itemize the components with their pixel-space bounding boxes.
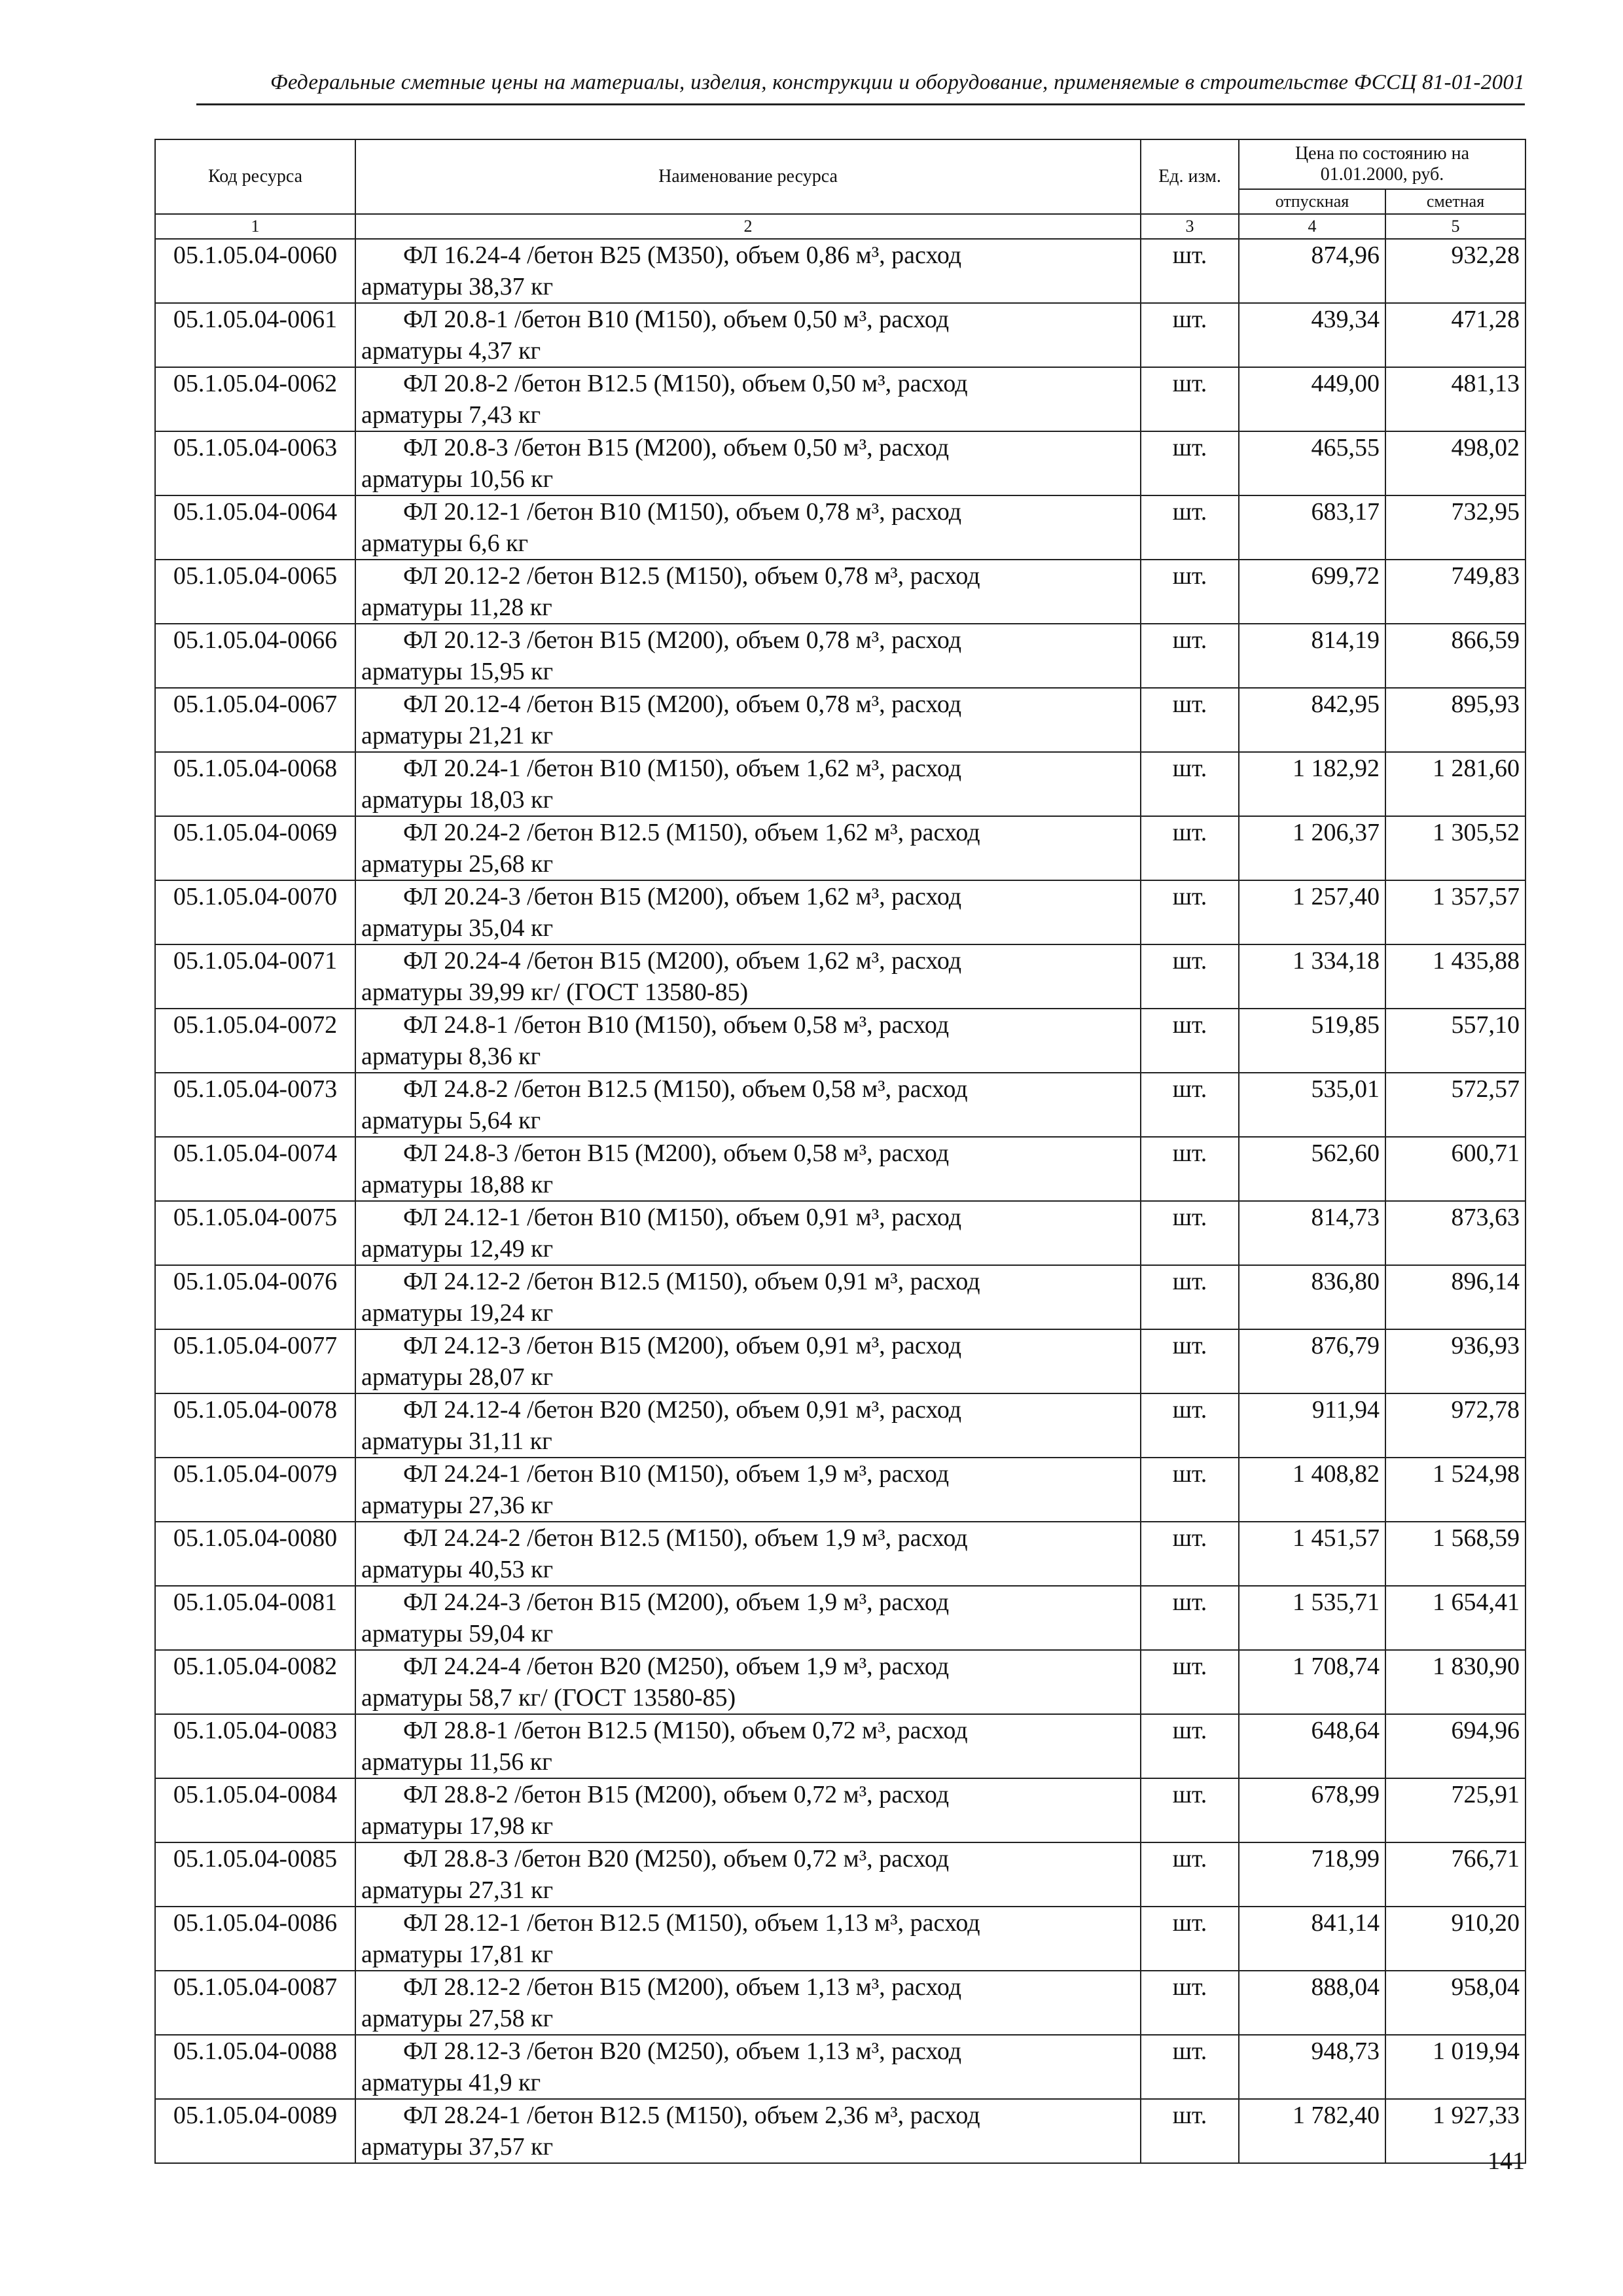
resource-name-line2: арматуры 39,99 кг/ (ГОСТ 13580-85) xyxy=(361,978,749,1006)
estimate-price: 498,02 xyxy=(1385,431,1525,495)
release-price: 519,85 xyxy=(1239,1009,1385,1073)
resource-code: 05.1.05.04-0088 xyxy=(155,2035,355,2099)
resource-name-line2: арматуры 31,11 кг xyxy=(361,1427,552,1455)
column-header-price-group: Цена по состоянию на 01.01.2000, руб. xyxy=(1239,139,1525,189)
table-row xyxy=(155,1073,1525,1137)
resource-unit: шт. xyxy=(1141,1522,1239,1586)
resource-name-line1: ФЛ 28.12-1 /бетон В12.5 (М150), объем 1,13 м³, расход xyxy=(403,1909,980,1937)
resource-unit: шт. xyxy=(1141,560,1239,624)
document-header-title: Федеральные сметные цены на материалы, изделия, конструкции и оборудование, применяемые в строительстве ФССЦ 81-01-2001 xyxy=(270,71,1525,94)
resource-code: 05.1.05.04-0066 xyxy=(155,624,355,688)
estimate-price: 1 019,94 xyxy=(1385,2035,1525,2099)
release-price: 562,60 xyxy=(1239,1137,1385,1201)
release-price: 449,00 xyxy=(1239,367,1385,431)
resource-name-line1: ФЛ 20.8-3 /бетон В15 (М200), объем 0,50 м³, расход xyxy=(403,434,950,461)
resource-code: 05.1.05.04-0064 xyxy=(155,495,355,560)
estimate-price: 972,78 xyxy=(1385,1393,1525,1458)
resource-code: 05.1.05.04-0072 xyxy=(155,1009,355,1073)
resource-name-line2: арматуры 18,03 кг xyxy=(361,786,554,814)
column-header-code: Код ресурса xyxy=(155,139,355,214)
estimate-price: 910,20 xyxy=(1385,1907,1525,1971)
resource-name-line1: ФЛ 24.8-2 /бетон В12.5 (М150), объем 0,58 м³, расход xyxy=(403,1075,968,1103)
resource-name xyxy=(355,1714,1141,1778)
table-row xyxy=(155,624,1525,688)
resource-name-line2: арматуры 5,64 кг xyxy=(361,1107,541,1134)
estimate-price: 694,96 xyxy=(1385,1714,1525,1778)
resource-unit: шт. xyxy=(1141,1458,1239,1522)
release-price: 876,79 xyxy=(1239,1329,1385,1393)
resource-code: 05.1.05.04-0061 xyxy=(155,303,355,367)
resource-name-line2: арматуры 6,6 кг xyxy=(361,529,529,557)
estimate-price: 1 357,57 xyxy=(1385,880,1525,944)
table-row xyxy=(155,1778,1525,1842)
resource-unit: шт. xyxy=(1141,624,1239,688)
resource-name-line2: арматуры 27,36 кг xyxy=(361,1492,554,1519)
resource-name xyxy=(355,1971,1141,2035)
resource-name xyxy=(355,1393,1141,1458)
estimate-price: 1 568,59 xyxy=(1385,1522,1525,1586)
resource-unit: шт. xyxy=(1141,1073,1239,1137)
resource-price-table xyxy=(154,139,1526,2164)
resource-name xyxy=(355,1842,1141,1907)
resource-name-line2: арматуры 8,36 кг xyxy=(361,1043,541,1070)
resource-unit: шт. xyxy=(1141,239,1239,303)
resource-name xyxy=(355,2099,1141,2163)
table-row xyxy=(155,431,1525,495)
resource-code: 05.1.05.04-0087 xyxy=(155,1971,355,2035)
release-price: 842,95 xyxy=(1239,688,1385,752)
estimate-price: 936,93 xyxy=(1385,1329,1525,1393)
resource-name-line1: ФЛ 24.12-4 /бетон В20 (М250), объем 0,91 м³, расход xyxy=(403,1396,962,1424)
resource-name-line1: ФЛ 24.12-1 /бетон В10 (М150), объем 0,91 м³, расход xyxy=(403,1204,962,1231)
resource-name xyxy=(355,1650,1141,1714)
resource-code: 05.1.05.04-0086 xyxy=(155,1907,355,1971)
estimate-price: 766,71 xyxy=(1385,1842,1525,1907)
release-price: 683,17 xyxy=(1239,495,1385,560)
table-row xyxy=(155,1907,1525,1971)
table-row xyxy=(155,944,1525,1009)
release-price: 718,99 xyxy=(1239,1842,1385,1907)
resource-name-line1: ФЛ 28.8-1 /бетон В12.5 (М150), объем 0,72 м³, расход xyxy=(403,1717,968,1744)
column-number: 3 xyxy=(1141,214,1239,239)
column-header-unit: Ед. изм. xyxy=(1141,139,1239,214)
resource-name xyxy=(355,1009,1141,1073)
resource-unit: шт. xyxy=(1141,880,1239,944)
resource-name-line2: арматуры 17,81 кг xyxy=(361,1941,554,1968)
resource-code: 05.1.05.04-0071 xyxy=(155,944,355,1009)
table-row xyxy=(155,1265,1525,1329)
resource-code: 05.1.05.04-0069 xyxy=(155,816,355,880)
table-row xyxy=(155,816,1525,880)
release-price: 1 782,40 xyxy=(1239,2099,1385,2163)
estimate-price: 895,93 xyxy=(1385,688,1525,752)
resource-name xyxy=(355,624,1141,688)
resource-unit: шт. xyxy=(1141,816,1239,880)
resource-unit: шт. xyxy=(1141,495,1239,560)
estimate-price: 481,13 xyxy=(1385,367,1525,431)
resource-unit: шт. xyxy=(1141,1586,1239,1650)
release-price: 1 451,57 xyxy=(1239,1522,1385,1586)
resource-name-line2: арматуры 28,07 кг xyxy=(361,1363,554,1391)
table-row xyxy=(155,1137,1525,1201)
release-price: 678,99 xyxy=(1239,1778,1385,1842)
table-row xyxy=(155,2099,1525,2163)
table-row xyxy=(155,303,1525,367)
header-rule xyxy=(196,103,1525,105)
column-header-release-price: отпускная xyxy=(1239,189,1385,214)
resource-unit: шт. xyxy=(1141,1393,1239,1458)
resource-code: 05.1.05.04-0083 xyxy=(155,1714,355,1778)
resource-name-line1: ФЛ 20.24-4 /бетон В15 (М200), объем 1,62 м³, расход xyxy=(403,947,962,975)
resource-name-line2: арматуры 27,31 кг xyxy=(361,1876,554,1904)
resource-name-line2: арматуры 38,37 кг xyxy=(361,273,554,300)
table-row xyxy=(155,1714,1525,1778)
table-row xyxy=(155,1842,1525,1907)
resource-unit: шт. xyxy=(1141,1329,1239,1393)
table-row xyxy=(155,1009,1525,1073)
resource-name xyxy=(355,1137,1141,1201)
resource-name-line1: ФЛ 24.8-3 /бетон В15 (М200), объем 0,58 м³, расход xyxy=(403,1139,950,1167)
resource-name-line1: ФЛ 24.12-3 /бетон В15 (М200), объем 0,91 м³, расход xyxy=(403,1332,962,1359)
resource-unit: шт. xyxy=(1141,752,1239,816)
estimate-price: 1 435,88 xyxy=(1385,944,1525,1009)
resource-code: 05.1.05.04-0074 xyxy=(155,1137,355,1201)
release-price: 836,80 xyxy=(1239,1265,1385,1329)
release-price: 911,94 xyxy=(1239,1393,1385,1458)
resource-name-line1: ФЛ 20.24-1 /бетон В10 (М150), объем 1,62 м³, расход xyxy=(403,755,962,782)
table-row xyxy=(155,752,1525,816)
estimate-price: 866,59 xyxy=(1385,624,1525,688)
estimate-price: 1 524,98 xyxy=(1385,1458,1525,1522)
resource-name-line1: ФЛ 28.12-3 /бетон В20 (М250), объем 1,13 м³, расход xyxy=(403,2037,962,2065)
resource-name-line1: ФЛ 28.8-2 /бетон В15 (М200), объем 0,72 м³, расход xyxy=(403,1781,950,1808)
estimate-price: 1 305,52 xyxy=(1385,816,1525,880)
resource-name-line2: арматуры 59,04 кг xyxy=(361,1620,554,1647)
resource-unit: шт. xyxy=(1141,431,1239,495)
resource-name xyxy=(355,1522,1141,1586)
table-row xyxy=(155,880,1525,944)
resource-name-line2: арматуры 11,28 кг xyxy=(361,594,552,621)
estimate-price: 1 927,33 xyxy=(1385,2099,1525,2163)
resource-name-line2: арматуры 25,68 кг xyxy=(361,850,554,878)
resource-name-line2: арматуры 41,9 кг xyxy=(361,2069,541,2096)
table-row xyxy=(155,2035,1525,2099)
column-header-estimate-price: сметная xyxy=(1385,189,1525,214)
resource-name xyxy=(355,1458,1141,1522)
resource-unit: шт. xyxy=(1141,1714,1239,1778)
resource-name-line1: ФЛ 28.24-1 /бетон В12.5 (М150), объем 2,36 м³, расход xyxy=(403,2102,980,2129)
resource-unit: шт. xyxy=(1141,688,1239,752)
column-number: 5 xyxy=(1385,214,1525,239)
resource-unit: шт. xyxy=(1141,2035,1239,2099)
resource-name xyxy=(355,1329,1141,1393)
estimate-price: 1 281,60 xyxy=(1385,752,1525,816)
resource-unit: шт. xyxy=(1141,1842,1239,1907)
resource-name xyxy=(355,1201,1141,1265)
release-price: 888,04 xyxy=(1239,1971,1385,2035)
resource-name-line1: ФЛ 20.8-2 /бетон В12.5 (М150), объем 0,50 м³, расход xyxy=(403,370,968,397)
estimate-price: 557,10 xyxy=(1385,1009,1525,1073)
table-body xyxy=(155,239,1525,2163)
resource-name-line2: арматуры 19,24 кг xyxy=(361,1299,554,1327)
resource-name-line2: арматуры 37,57 кг xyxy=(361,2133,554,2161)
resource-name-line2: арматуры 12,49 кг xyxy=(361,1235,554,1263)
column-number: 2 xyxy=(355,214,1141,239)
resource-code: 05.1.05.04-0073 xyxy=(155,1073,355,1137)
resource-name-line2: арматуры 27,58 кг xyxy=(361,2005,554,2032)
resource-name xyxy=(355,1073,1141,1137)
resource-name xyxy=(355,2035,1141,2099)
resource-name xyxy=(355,1586,1141,1650)
page-number: 141 xyxy=(1488,2147,1525,2175)
resource-name xyxy=(355,560,1141,624)
resource-name xyxy=(355,1907,1141,1971)
resource-code: 05.1.05.04-0079 xyxy=(155,1458,355,1522)
resource-name-line2: арматуры 10,56 кг xyxy=(361,465,554,493)
estimate-price: 725,91 xyxy=(1385,1778,1525,1842)
estimate-price: 873,63 xyxy=(1385,1201,1525,1265)
column-number-row xyxy=(155,214,1525,239)
resource-name-line2: арматуры 7,43 кг xyxy=(361,401,541,429)
table-row xyxy=(155,1393,1525,1458)
resource-unit: шт. xyxy=(1141,2099,1239,2163)
resource-name xyxy=(355,303,1141,367)
resource-unit: шт. xyxy=(1141,367,1239,431)
release-price: 1 206,37 xyxy=(1239,816,1385,880)
resource-name-line2: арматуры 11,56 кг xyxy=(361,1748,552,1776)
estimate-price: 600,71 xyxy=(1385,1137,1525,1201)
resource-name-line2: арматуры 17,98 кг xyxy=(361,1812,554,1840)
release-price: 465,55 xyxy=(1239,431,1385,495)
resource-name xyxy=(355,1778,1141,1842)
resource-code: 05.1.05.04-0080 xyxy=(155,1522,355,1586)
release-price: 1 535,71 xyxy=(1239,1586,1385,1650)
resource-unit: шт. xyxy=(1141,1137,1239,1201)
table-row xyxy=(155,239,1525,303)
release-price: 1 182,92 xyxy=(1239,752,1385,816)
resource-name xyxy=(355,239,1141,303)
resource-name-line1: ФЛ 24.8-1 /бетон В10 (М150), объем 0,58 м³, расход xyxy=(403,1011,950,1039)
column-header-name: Наименование ресурса xyxy=(355,139,1141,214)
estimate-price: 958,04 xyxy=(1385,1971,1525,2035)
table-row xyxy=(155,495,1525,560)
resource-name-line1: ФЛ 24.24-2 /бетон В12.5 (М150), объем 1,9 м³, расход xyxy=(403,1524,968,1552)
resource-name xyxy=(355,944,1141,1009)
resource-code: 05.1.05.04-0070 xyxy=(155,880,355,944)
release-price: 648,64 xyxy=(1239,1714,1385,1778)
release-price: 841,14 xyxy=(1239,1907,1385,1971)
resource-name-line1: ФЛ 24.12-2 /бетон В12.5 (М150), объем 0,91 м³, расход xyxy=(403,1268,980,1295)
table-row xyxy=(155,1586,1525,1650)
resource-unit: шт. xyxy=(1141,944,1239,1009)
resource-name xyxy=(355,752,1141,816)
resource-unit: шт. xyxy=(1141,1907,1239,1971)
resource-name-line1: ФЛ 20.12-1 /бетон В10 (М150), объем 0,78 м³, расход xyxy=(403,498,962,526)
resource-unit: шт. xyxy=(1141,1778,1239,1842)
estimate-price: 572,57 xyxy=(1385,1073,1525,1137)
resource-name-line2: арматуры 21,21 кг xyxy=(361,722,554,749)
resource-unit: шт. xyxy=(1141,1650,1239,1714)
resource-code: 05.1.05.04-0060 xyxy=(155,239,355,303)
resource-unit: шт. xyxy=(1141,1971,1239,2035)
resource-code: 05.1.05.04-0085 xyxy=(155,1842,355,1907)
resource-code: 05.1.05.04-0075 xyxy=(155,1201,355,1265)
resource-name xyxy=(355,816,1141,880)
resource-name-line1: ФЛ 20.12-3 /бетон В15 (М200), объем 0,78 м³, расход xyxy=(403,626,962,654)
release-price: 1 334,18 xyxy=(1239,944,1385,1009)
resource-name-line2: арматуры 4,37 кг xyxy=(361,337,541,365)
resource-name xyxy=(355,367,1141,431)
table-row xyxy=(155,560,1525,624)
resource-name xyxy=(355,688,1141,752)
release-price: 814,19 xyxy=(1239,624,1385,688)
table-row xyxy=(155,1201,1525,1265)
resource-name-line1: ФЛ 16.24-4 /бетон В25 (М350), объем 0,86 м³, расход xyxy=(403,242,962,269)
estimate-price: 749,83 xyxy=(1385,560,1525,624)
resource-code: 05.1.05.04-0078 xyxy=(155,1393,355,1458)
table-row xyxy=(155,688,1525,752)
resource-unit: шт. xyxy=(1141,1201,1239,1265)
resource-name-line1: ФЛ 20.24-3 /бетон В15 (М200), объем 1,62 м³, расход xyxy=(403,883,962,910)
resource-name-line1: ФЛ 28.8-3 /бетон В20 (М250), объем 0,72 м³, расход xyxy=(403,1845,950,1873)
resource-name-line1: ФЛ 20.24-2 /бетон В12.5 (М150), объем 1,62 м³, расход xyxy=(403,819,980,846)
resource-code: 05.1.05.04-0084 xyxy=(155,1778,355,1842)
resource-name-line1: ФЛ 24.24-3 /бетон В15 (М200), объем 1,9 м³, расход xyxy=(403,1588,950,1616)
resource-code: 05.1.05.04-0068 xyxy=(155,752,355,816)
resource-code: 05.1.05.04-0067 xyxy=(155,688,355,752)
resource-name-line2: арматуры 15,95 кг xyxy=(361,658,554,685)
resource-unit: шт. xyxy=(1141,1009,1239,1073)
table-row xyxy=(155,367,1525,431)
table-row xyxy=(155,1650,1525,1714)
resource-code: 05.1.05.04-0081 xyxy=(155,1586,355,1650)
resource-code: 05.1.05.04-0062 xyxy=(155,367,355,431)
release-price: 814,73 xyxy=(1239,1201,1385,1265)
resource-code: 05.1.05.04-0089 xyxy=(155,2099,355,2163)
resource-name-line1: ФЛ 24.24-4 /бетон В20 (М250), объем 1,9 м³, расход xyxy=(403,1653,950,1680)
resource-code: 05.1.05.04-0063 xyxy=(155,431,355,495)
resource-name-line1: ФЛ 20.8-1 /бетон В10 (М150), объем 0,50 м³, расход xyxy=(403,306,950,333)
release-price: 439,34 xyxy=(1239,303,1385,367)
resource-name-line1: ФЛ 20.12-4 /бетон В15 (М200), объем 0,78 м³, расход xyxy=(403,691,962,718)
release-price: 1 257,40 xyxy=(1239,880,1385,944)
estimate-price: 1 830,90 xyxy=(1385,1650,1525,1714)
resource-name-line2: арматуры 35,04 кг xyxy=(361,914,554,942)
resource-name xyxy=(355,495,1141,560)
resource-name xyxy=(355,880,1141,944)
estimate-price: 896,14 xyxy=(1385,1265,1525,1329)
resource-unit: шт. xyxy=(1141,303,1239,367)
resource-name-line2: арматуры 40,53 кг xyxy=(361,1556,554,1583)
column-number: 4 xyxy=(1239,214,1385,239)
table-row xyxy=(155,1458,1525,1522)
estimate-price: 732,95 xyxy=(1385,495,1525,560)
resource-code: 05.1.05.04-0082 xyxy=(155,1650,355,1714)
resource-code: 05.1.05.04-0065 xyxy=(155,560,355,624)
release-price: 535,01 xyxy=(1239,1073,1385,1137)
resource-unit: шт. xyxy=(1141,1265,1239,1329)
table-row xyxy=(155,1971,1525,2035)
release-price: 1 408,82 xyxy=(1239,1458,1385,1522)
resource-code: 05.1.05.04-0076 xyxy=(155,1265,355,1329)
resource-name-line2: арматуры 18,88 кг xyxy=(361,1171,554,1198)
resource-name-line2: арматуры 58,7 кг/ (ГОСТ 13580-85) xyxy=(361,1684,736,1712)
resource-code: 05.1.05.04-0077 xyxy=(155,1329,355,1393)
release-price: 948,73 xyxy=(1239,2035,1385,2099)
table-row xyxy=(155,1522,1525,1586)
estimate-price: 932,28 xyxy=(1385,239,1525,303)
resource-name xyxy=(355,431,1141,495)
release-price: 874,96 xyxy=(1239,239,1385,303)
estimate-price: 1 654,41 xyxy=(1385,1586,1525,1650)
resource-name-line1: ФЛ 28.12-2 /бетон В15 (М200), объем 1,13 м³, расход xyxy=(403,1973,962,2001)
resource-name-line1: ФЛ 24.24-1 /бетон В10 (М150), объем 1,9 м³, расход xyxy=(403,1460,950,1488)
estimate-price: 471,28 xyxy=(1385,303,1525,367)
resource-name xyxy=(355,1265,1141,1329)
table-row xyxy=(155,1329,1525,1393)
column-number: 1 xyxy=(155,214,355,239)
release-price: 699,72 xyxy=(1239,560,1385,624)
release-price: 1 708,74 xyxy=(1239,1650,1385,1714)
resource-name-line1: ФЛ 20.12-2 /бетон В12.5 (М150), объем 0,78 м³, расход xyxy=(403,562,980,590)
